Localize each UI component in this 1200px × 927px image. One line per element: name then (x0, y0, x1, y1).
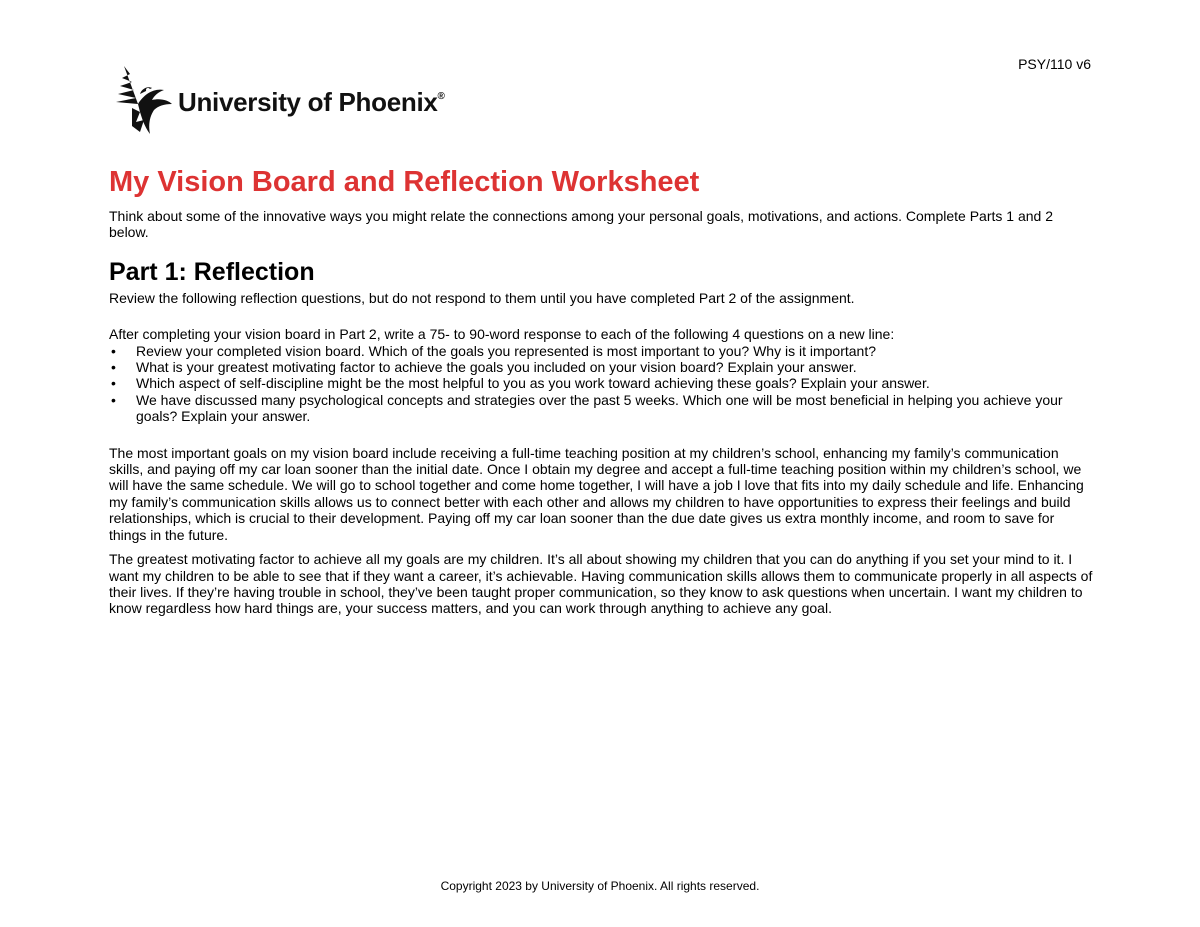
list-item (109, 343, 1093, 359)
list-item (109, 359, 1093, 375)
question-text: Review your completed vision board. Which of the goals you represented is most important to you? Why is it important? (136, 342, 877, 359)
bullet-icon: • (111, 342, 116, 359)
instructions-paragraph: After completing your vision board in Part 2, write a 75- to 90-word response to each of the following 4 questions on a new line: (109, 326, 895, 343)
logo-wordmark: University of Phoenix® (178, 86, 445, 117)
list-item (109, 375, 1093, 391)
answer-paragraph-2: The greatest motivating factor to achieve all my goals are my children. It’s all about showing my children that you can do anything if you set your mind to it. I want my children to be able to see that if they want a career, it’s achievable. Having communication skills allows them to communicate properly in all aspects of their lives. If they’re having trouble in school, they’ve been taught proper communication, so they know to ask questions when uncertain. I want my children to know regardless how hard things are, your success matters, and you can work through anything to achieve any goal. (109, 551, 1093, 617)
document-body (109, 164, 1093, 617)
review-note: Review the following reflection questions, but do not respond to them until you have completed Part 2 of the assignment. (109, 289, 855, 306)
page-title: My Vision Board and Reflection Worksheet (109, 166, 700, 198)
answer-paragraph-1: The most important goals on my vision board include receiving a full-time teaching position at my children’s school, enhancing my family’s communication skills, and paying off my car loan sooner than the initial date. Once I obtain my degree and accept a full-time teaching position within my children’s school, we will have the same schedule. We will go to school together and come home together, I will have a job I love that fits into my daily schedule and life. Enhancing my family’s communication skills allows us to connect better with each other and allows my children to have opportunities to express their feelings and build relationships, which is crucial to their development. Paying off my car loan sooner than the due date gives us extra monthly income, and room to save for things in the future. (109, 444, 1084, 543)
question-list-b (109, 359, 1093, 425)
list-item (109, 392, 1093, 425)
question-text: We have discussed many psychological concepts and strategies over the past 5 weeks. Which one will be most beneficial in helping you achieve your goals? Explain your answer. (136, 391, 1063, 425)
question-list-a (109, 343, 1093, 359)
university-logo (110, 64, 445, 136)
part1-heading: Part 1: Reflection (109, 257, 315, 286)
course-code: PSY/110 v6 (1018, 56, 1091, 72)
phoenix-bird-icon (110, 64, 174, 136)
bullet-icon: • (111, 359, 116, 376)
intro-paragraph: Think about some of the innovative ways you might relate the connections among your personal goals, motivations, and actions. Complete Parts 1 and 2 below. (109, 208, 1053, 241)
question-text: Which aspect of self-discipline might be the most helpful to you as you work toward achieving these goals? Explain your answer. (136, 375, 930, 392)
bullet-icon: • (111, 391, 116, 408)
question-text: What is your greatest motivating factor to achieve the goals you included on your vision board? Explain your answer. (136, 359, 857, 376)
copyright-footer: Copyright 2023 by University of Phoenix. All rights reserved. (440, 879, 760, 893)
bullet-icon: • (111, 375, 116, 392)
